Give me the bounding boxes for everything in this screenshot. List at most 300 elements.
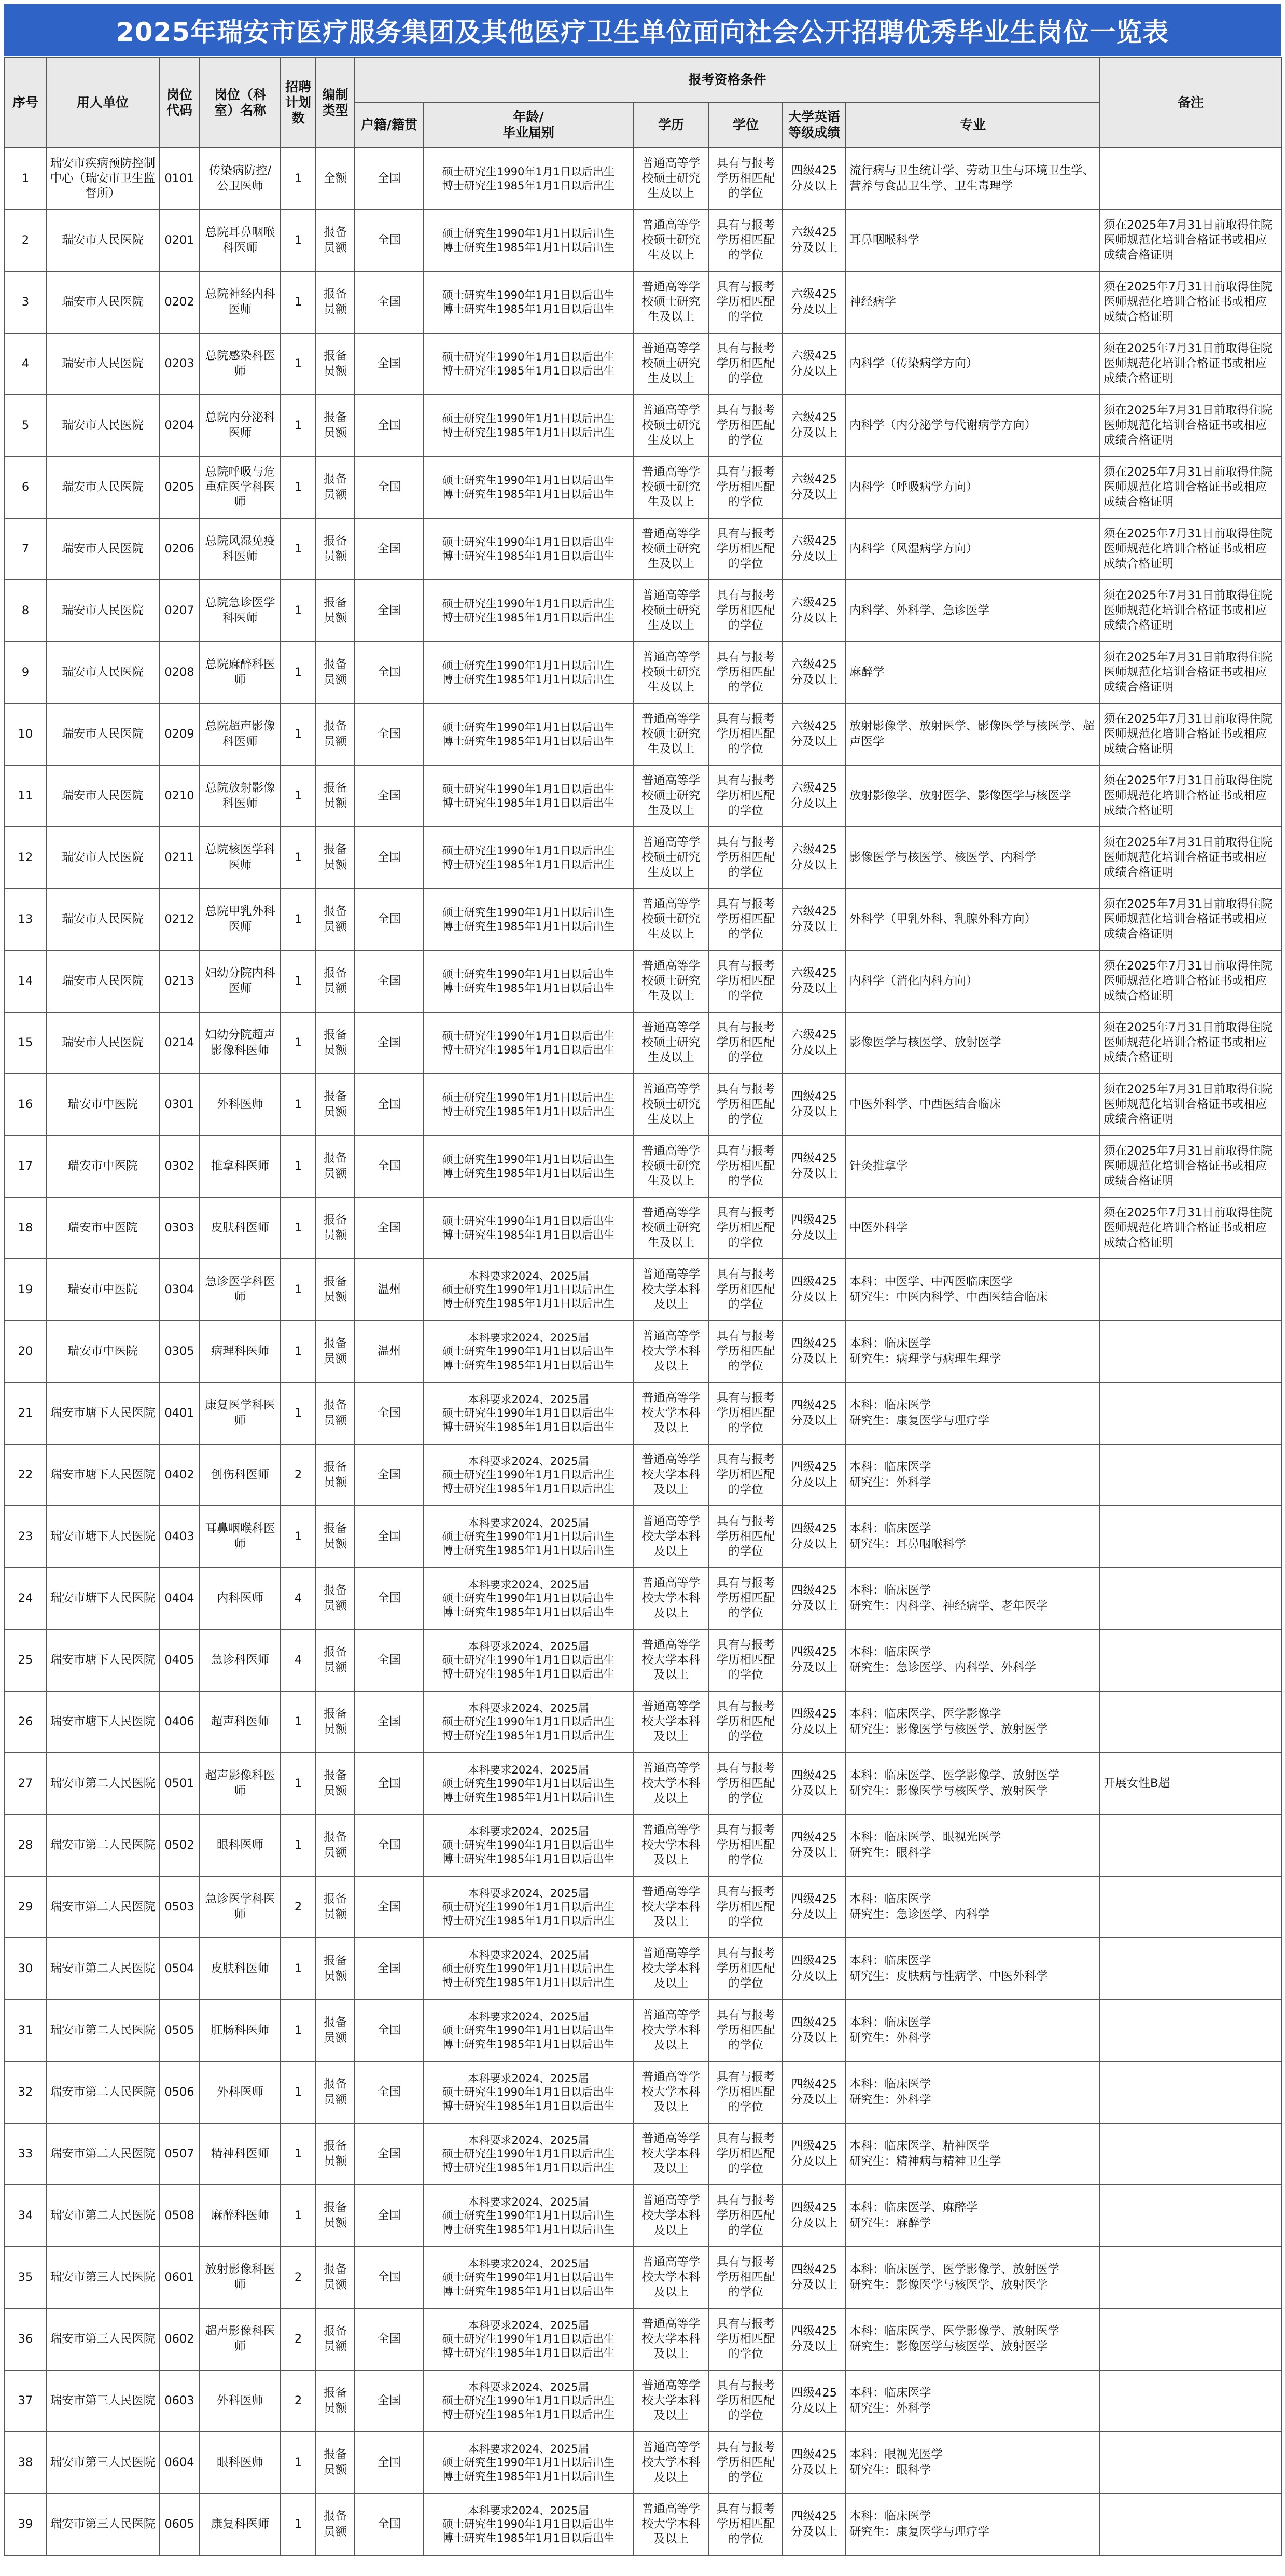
cell-major: 本科：临床医学、医学影像学、放射医学 研究生：影像医学与核医学、放射医学 [846,2308,1100,2370]
cell-major: 神经病学 [846,271,1100,333]
cell-major: 中医外科学、中西医结合临床 [846,1074,1100,1135]
cell-english: 四级425分及以上 [783,2308,846,2370]
cell-degree: 具有与报考学历相匹配的学位 [709,395,783,456]
cell-degree: 具有与报考学历相匹配的学位 [709,1012,783,1074]
cell-plan: 1 [281,1135,316,1197]
cell-major: 内科学（呼吸病学方向） [846,456,1100,518]
cell-seq: 37 [5,2370,46,2432]
cell-remark [1100,2247,1281,2308]
table-row [5,765,1281,827]
cell-english: 四级425分及以上 [783,2494,846,2555]
cell-remark [1100,1568,1281,1629]
cell-edu: 普通高等学校硕士研究生及以上 [633,271,709,333]
cell-plan: 2 [281,1444,316,1506]
cell-edu: 普通高等学校大学本科及以上 [633,1938,709,2000]
cell-major: 本科：临床医学 研究生：内科学、神经病学、老年医学 [846,1568,1100,1629]
header-type: 编制 类型 [316,58,355,148]
cell-major: 本科：临床医学、医学影像学、放射医学 研究生：影像医学与核医学、放射医学 [846,1753,1100,1815]
cell-huji: 全国 [355,2370,424,2432]
cell-age: 本科要求2024、2025届 硕士研究生1990年1月1日以后出生 博士研究生1985年1月1日以后出生 [424,2308,633,2370]
cell-degree: 具有与报考学历相匹配的学位 [709,1444,783,1506]
table-row [5,2000,1281,2061]
cell-age: 硕士研究生1990年1月1日以后出生 博士研究生1985年1月1日以后出生 [424,642,633,703]
cell-plan: 1 [281,1321,316,1382]
table-row [5,1753,1281,1815]
cell-unit: 瑞安市人民医院 [46,703,159,765]
cell-major: 内科学（传染病学方向） [846,333,1100,395]
cell-code: 0302 [159,1135,200,1197]
cell-remark [1100,2123,1281,2185]
cell-type: 报备员额 [316,333,355,395]
cell-huji: 温州 [355,1321,424,1382]
cell-english: 四级425分及以上 [783,1629,846,1691]
cell-remark: 须在2025年7月31日前取得住院医师规范化培训合格证书或相应成绩合格证明 [1100,1135,1281,1197]
table-row [5,950,1281,1012]
table-row [5,1135,1281,1197]
cell-english: 四级425分及以上 [783,2432,846,2494]
cell-seq: 12 [5,827,46,889]
cell-unit: 瑞安市人民医院 [46,642,159,703]
cell-degree: 具有与报考学历相匹配的学位 [709,889,783,950]
cell-age: 硕士研究生1990年1月1日以后出生 博士研究生1985年1月1日以后出生 [424,1012,633,1074]
cell-major: 耳鼻咽喉科学 [846,210,1100,271]
cell-english: 四级425分及以上 [783,1753,846,1815]
cell-english: 四级425分及以上 [783,1382,846,1444]
cell-age: 本科要求2024、2025届 硕士研究生1990年1月1日以后出生 博士研究生1985年1月1日以后出生 [424,1876,633,1938]
cell-unit: 瑞安市人民医院 [46,333,159,395]
cell-unit: 瑞安市中医院 [46,1259,159,1321]
cell-edu: 普通高等学校大学本科及以上 [633,1568,709,1629]
cell-seq: 1 [5,148,46,210]
recruitment-table [4,57,1282,2556]
cell-edu: 普通高等学校硕士研究生及以上 [633,1074,709,1135]
cell-remark [1100,2185,1281,2247]
cell-post: 精神科医师 [200,2123,281,2185]
cell-type: 报备员额 [316,2494,355,2555]
cell-edu: 普通高等学校大学本科及以上 [633,1259,709,1321]
cell-type: 报备员额 [316,1568,355,1629]
cell-english: 四级425分及以上 [783,1876,846,1938]
cell-plan: 1 [281,1815,316,1876]
table-row [5,1629,1281,1691]
cell-plan: 1 [281,1197,316,1259]
cell-type: 报备员额 [316,1691,355,1753]
cell-degree: 具有与报考学历相匹配的学位 [709,703,783,765]
cell-edu: 普通高等学校硕士研究生及以上 [633,148,709,210]
cell-code: 0604 [159,2432,200,2494]
cell-post: 外科医师 [200,1074,281,1135]
cell-degree: 具有与报考学历相匹配的学位 [709,642,783,703]
cell-code: 0508 [159,2185,200,2247]
cell-unit: 瑞安市人民医院 [46,827,159,889]
cell-edu: 普通高等学校硕士研究生及以上 [633,333,709,395]
cell-post: 病理科医师 [200,1321,281,1382]
cell-code: 0207 [159,580,200,642]
cell-type: 报备员额 [316,2185,355,2247]
cell-edu: 普通高等学校大学本科及以上 [633,1506,709,1568]
cell-huji: 全国 [355,518,424,580]
cell-major: 本科：临床医学、医学影像学、放射医学 研究生：影像医学与核医学、放射医学 [846,2247,1100,2308]
cell-huji: 全国 [355,456,424,518]
cell-major: 内科学（内分泌学与代谢病学方向） [846,395,1100,456]
table-row [5,2123,1281,2185]
cell-edu: 普通高等学校硕士研究生及以上 [633,827,709,889]
cell-plan: 1 [281,210,316,271]
cell-major: 流行病与卫生统计学、劳动卫生与环境卫生学、营养与食品卫生学、卫生毒理学 [846,148,1100,210]
cell-major: 中医外科学 [846,1197,1100,1259]
cell-post: 皮肤科医师 [200,1938,281,2000]
cell-plan: 1 [281,827,316,889]
cell-degree: 具有与报考学历相匹配的学位 [709,518,783,580]
cell-age: 硕士研究生1990年1月1日以后出生 博士研究生1985年1月1日以后出生 [424,950,633,1012]
cell-edu: 普通高等学校大学本科及以上 [633,2308,709,2370]
cell-code: 0601 [159,2247,200,2308]
cell-plan: 4 [281,1568,316,1629]
cell-degree: 具有与报考学历相匹配的学位 [709,950,783,1012]
table-row [5,148,1281,210]
cell-type: 报备员额 [316,1074,355,1135]
cell-plan: 1 [281,1691,316,1753]
cell-edu: 普通高等学校硕士研究生及以上 [633,889,709,950]
cell-post: 总院核医学科医师 [200,827,281,889]
cell-type: 报备员额 [316,1753,355,1815]
header-age: 年龄/ 毕业届别 [424,102,633,148]
cell-post: 急诊医学科医师 [200,1259,281,1321]
header-post: 岗位（科 室）名称 [200,58,281,148]
cell-english: 四级425分及以上 [783,1197,846,1259]
cell-seq: 24 [5,1568,46,1629]
cell-plan: 4 [281,1629,316,1691]
cell-seq: 28 [5,1815,46,1876]
table-row [5,1197,1281,1259]
cell-seq: 21 [5,1382,46,1444]
cell-age: 硕士研究生1990年1月1日以后出生 博士研究生1985年1月1日以后出生 [424,765,633,827]
cell-major: 本科：眼视光医学 研究生：眼科学 [846,2432,1100,2494]
table-row [5,1876,1281,1938]
cell-degree: 具有与报考学历相匹配的学位 [709,1691,783,1753]
cell-age: 硕士研究生1990年1月1日以后出生 博士研究生1985年1月1日以后出生 [424,827,633,889]
cell-post: 推拿科医师 [200,1135,281,1197]
cell-huji: 全国 [355,395,424,456]
cell-degree: 具有与报考学历相匹配的学位 [709,2432,783,2494]
table-row [5,210,1281,271]
cell-remark [1100,1444,1281,1506]
cell-seq: 32 [5,2061,46,2123]
cell-degree: 具有与报考学历相匹配的学位 [709,1876,783,1938]
header-english: 大学英语 等级成绩 [783,102,846,148]
cell-age: 本科要求2024、2025届 硕士研究生1990年1月1日以后出生 博士研究生1985年1月1日以后出生 [424,1753,633,1815]
cell-english: 四级425分及以上 [783,2123,846,2185]
cell-type: 报备员额 [316,271,355,333]
cell-code: 0304 [159,1259,200,1321]
cell-age: 硕士研究生1990年1月1日以后出生 博士研究生1985年1月1日以后出生 [424,148,633,210]
cell-remark: 须在2025年7月31日前取得住院医师规范化培训合格证书或相应成绩合格证明 [1100,1197,1281,1259]
cell-unit: 瑞安市人民医院 [46,456,159,518]
cell-edu: 普通高等学校大学本科及以上 [633,2185,709,2247]
cell-remark: 须在2025年7月31日前取得住院医师规范化培训合格证书或相应成绩合格证明 [1100,889,1281,950]
cell-degree: 具有与报考学历相匹配的学位 [709,1568,783,1629]
cell-code: 0208 [159,642,200,703]
cell-code: 0211 [159,827,200,889]
page-title: 2025年瑞安市医疗服务集团及其他医疗卫生单位面向社会公开招聘优秀毕业生岗位一览表 [4,4,1281,56]
cell-unit: 瑞安市塘下人民医院 [46,1382,159,1444]
cell-huji: 全国 [355,889,424,950]
cell-degree: 具有与报考学历相匹配的学位 [709,1197,783,1259]
cell-age: 硕士研究生1990年1月1日以后出生 博士研究生1985年1月1日以后出生 [424,703,633,765]
cell-edu: 普通高等学校大学本科及以上 [633,2432,709,2494]
cell-remark [1100,1815,1281,1876]
cell-code: 0507 [159,2123,200,2185]
cell-english: 四级425分及以上 [783,1568,846,1629]
table-row [5,642,1281,703]
cell-post: 传染病防控/公卫医师 [200,148,281,210]
cell-unit: 瑞安市塘下人民医院 [46,1629,159,1691]
cell-english: 四级425分及以上 [783,2370,846,2432]
cell-post: 急诊医学科医师 [200,1876,281,1938]
cell-degree: 具有与报考学历相匹配的学位 [709,2247,783,2308]
cell-english: 六级425分及以上 [783,703,846,765]
cell-age: 本科要求2024、2025届 硕士研究生1990年1月1日以后出生 博士研究生1985年1月1日以后出生 [424,2370,633,2432]
cell-type: 报备员额 [316,1321,355,1382]
cell-post: 总院耳鼻咽喉科医师 [200,210,281,271]
cell-english: 六级425分及以上 [783,827,846,889]
table-row [5,1506,1281,1568]
table-row [5,1074,1281,1135]
cell-code: 0603 [159,2370,200,2432]
cell-major: 本科：临床医学 研究生：急诊医学、内科学 [846,1876,1100,1938]
cell-seq: 2 [5,210,46,271]
cell-post: 妇幼分院内科医师 [200,950,281,1012]
cell-code: 0501 [159,1753,200,1815]
cell-plan: 1 [281,1938,316,2000]
cell-post: 总院急诊医学科医师 [200,580,281,642]
cell-degree: 具有与报考学历相匹配的学位 [709,2308,783,2370]
cell-edu: 普通高等学校大学本科及以上 [633,1876,709,1938]
cell-seq: 38 [5,2432,46,2494]
cell-post: 超声影像科医师 [200,1753,281,1815]
cell-major: 影像医学与核医学、核医学、内科学 [846,827,1100,889]
cell-post: 总院风湿免疫科医师 [200,518,281,580]
cell-code: 0301 [159,1074,200,1135]
table-row [5,1259,1281,1321]
cell-post: 创伤科医师 [200,1444,281,1506]
cell-type: 报备员额 [316,765,355,827]
cell-huji: 全国 [355,1691,424,1753]
cell-remark: 须在2025年7月31日前取得住院医师规范化培训合格证书或相应成绩合格证明 [1100,642,1281,703]
cell-plan: 1 [281,1259,316,1321]
cell-seq: 29 [5,1876,46,1938]
cell-code: 0210 [159,765,200,827]
cell-huji: 全国 [355,580,424,642]
cell-remark [1100,1876,1281,1938]
cell-unit: 瑞安市人民医院 [46,580,159,642]
header-seq: 序号 [5,58,46,148]
table-row [5,1815,1281,1876]
cell-unit: 瑞安市第三人民医院 [46,2494,159,2555]
cell-code: 0505 [159,2000,200,2061]
cell-age: 本科要求2024、2025届 硕士研究生1990年1月1日以后出生 博士研究生1985年1月1日以后出生 [424,2000,633,2061]
cell-english: 四级425分及以上 [783,1691,846,1753]
cell-post: 眼科医师 [200,2432,281,2494]
cell-huji: 全国 [355,1815,424,1876]
cell-unit: 瑞安市人民医院 [46,1012,159,1074]
cell-post: 眼科医师 [200,1815,281,1876]
cell-seq: 10 [5,703,46,765]
cell-seq: 15 [5,1012,46,1074]
cell-post: 急诊科医师 [200,1629,281,1691]
cell-age: 硕士研究生1990年1月1日以后出生 博士研究生1985年1月1日以后出生 [424,456,633,518]
table-row [5,1568,1281,1629]
cell-type: 报备员额 [316,1444,355,1506]
cell-age: 本科要求2024、2025届 硕士研究生1990年1月1日以后出生 博士研究生1985年1月1日以后出生 [424,1382,633,1444]
cell-code: 0404 [159,1568,200,1629]
cell-seq: 19 [5,1259,46,1321]
cell-age: 本科要求2024、2025届 硕士研究生1990年1月1日以后出生 博士研究生1985年1月1日以后出生 [424,2494,633,2555]
cell-seq: 27 [5,1753,46,1815]
cell-edu: 普通高等学校大学本科及以上 [633,1382,709,1444]
cell-type: 报备员额 [316,2308,355,2370]
table-row [5,703,1281,765]
cell-code: 0212 [159,889,200,950]
cell-english: 四级425分及以上 [783,2061,846,2123]
cell-plan: 1 [281,1074,316,1135]
cell-type: 报备员额 [316,2370,355,2432]
cell-code: 0303 [159,1197,200,1259]
cell-degree: 具有与报考学历相匹配的学位 [709,1938,783,2000]
cell-english: 四级425分及以上 [783,1506,846,1568]
cell-major: 本科：中医学、中西医临床医学 研究生：中医内科学、中西医结合临床 [846,1259,1100,1321]
cell-age: 本科要求2024、2025届 硕士研究生1990年1月1日以后出生 博士研究生1985年1月1日以后出生 [424,1321,633,1382]
cell-type: 报备员额 [316,889,355,950]
cell-post: 外科医师 [200,2370,281,2432]
cell-unit: 瑞安市第二人民医院 [46,2061,159,2123]
cell-english: 六级425分及以上 [783,889,846,950]
cell-unit: 瑞安市第二人民医院 [46,1815,159,1876]
cell-type: 报备员额 [316,1815,355,1876]
cell-remark [1100,2061,1281,2123]
cell-edu: 普通高等学校大学本科及以上 [633,2000,709,2061]
cell-type: 报备员额 [316,210,355,271]
cell-major: 本科：临床医学 研究生：急诊医学、内科学、外科学 [846,1629,1100,1691]
cell-degree: 具有与报考学历相匹配的学位 [709,1753,783,1815]
cell-type: 报备员额 [316,395,355,456]
cell-degree: 具有与报考学历相匹配的学位 [709,333,783,395]
cell-major: 本科：临床医学、精神医学 研究生：精神病与精神卫生学 [846,2123,1100,2185]
cell-type: 报备员额 [316,1135,355,1197]
cell-unit: 瑞安市疾病预防控制中心（瑞安市卫生监督所） [46,148,159,210]
cell-remark [1100,1938,1281,2000]
cell-major: 本科：临床医学 研究生：外科学 [846,1444,1100,1506]
cell-huji: 全国 [355,2308,424,2370]
cell-code: 0201 [159,210,200,271]
cell-plan: 1 [281,1753,316,1815]
cell-seq: 11 [5,765,46,827]
table-row [5,2370,1281,2432]
cell-plan: 1 [281,395,316,456]
cell-age: 硕士研究生1990年1月1日以后出生 博士研究生1985年1月1日以后出生 [424,889,633,950]
cell-unit: 瑞安市中医院 [46,1074,159,1135]
cell-major: 本科：临床医学 研究生：康复医学与理疗学 [846,1382,1100,1444]
cell-huji: 全国 [355,1938,424,2000]
cell-plan: 1 [281,1382,316,1444]
table-row [5,2185,1281,2247]
cell-type: 报备员额 [316,456,355,518]
cell-english: 四级425分及以上 [783,2000,846,2061]
cell-english: 四级425分及以上 [783,1444,846,1506]
cell-seq: 18 [5,1197,46,1259]
cell-age: 本科要求2024、2025届 硕士研究生1990年1月1日以后出生 博士研究生1985年1月1日以后出生 [424,1259,633,1321]
cell-unit: 瑞安市第三人民医院 [46,2432,159,2494]
cell-huji: 全国 [355,2247,424,2308]
cell-plan: 1 [281,271,316,333]
cell-huji: 全国 [355,2494,424,2555]
cell-age: 硕士研究生1990年1月1日以后出生 博士研究生1985年1月1日以后出生 [424,518,633,580]
cell-age: 本科要求2024、2025届 硕士研究生1990年1月1日以后出生 博士研究生1985年1月1日以后出生 [424,1444,633,1506]
cell-edu: 普通高等学校大学本科及以上 [633,1321,709,1382]
cell-major: 本科：临床医学 研究生：康复医学与理疗学 [846,2494,1100,2555]
cell-plan: 2 [281,1876,316,1938]
cell-edu: 普通高等学校硕士研究生及以上 [633,1135,709,1197]
cell-unit: 瑞安市塘下人民医院 [46,1691,159,1753]
cell-edu: 普通高等学校大学本科及以上 [633,1691,709,1753]
cell-major: 放射影像学、放射医学、影像医学与核医学、超声医学 [846,703,1100,765]
cell-post: 放射影像科医师 [200,2247,281,2308]
table-row [5,456,1281,518]
header-major: 专业 [846,102,1100,148]
cell-type: 报备员额 [316,1197,355,1259]
cell-age: 本科要求2024、2025届 硕士研究生1990年1月1日以后出生 博士研究生1985年1月1日以后出生 [424,1629,633,1691]
cell-plan: 1 [281,2000,316,2061]
cell-age: 本科要求2024、2025届 硕士研究生1990年1月1日以后出生 博士研究生1985年1月1日以后出生 [424,2247,633,2308]
cell-huji: 全国 [355,1568,424,1629]
cell-degree: 具有与报考学历相匹配的学位 [709,2000,783,2061]
cell-english: 六级425分及以上 [783,765,846,827]
cell-seq: 16 [5,1074,46,1135]
cell-code: 0209 [159,703,200,765]
cell-edu: 普通高等学校大学本科及以上 [633,2247,709,2308]
cell-unit: 瑞安市第三人民医院 [46,2308,159,2370]
cell-seq: 25 [5,1629,46,1691]
cell-unit: 瑞安市第三人民医院 [46,2370,159,2432]
cell-english: 六级425分及以上 [783,271,846,333]
cell-plan: 1 [281,333,316,395]
cell-degree: 具有与报考学历相匹配的学位 [709,271,783,333]
cell-post: 耳鼻咽喉科医师 [200,1506,281,1568]
cell-remark: 须在2025年7月31日前取得住院医师规范化培训合格证书或相应成绩合格证明 [1100,827,1281,889]
cell-unit: 瑞安市中医院 [46,1197,159,1259]
cell-edu: 普通高等学校硕士研究生及以上 [633,950,709,1012]
cell-post: 总院放射影像科医师 [200,765,281,827]
header-code: 岗位 代码 [159,58,200,148]
cell-remark [1100,1506,1281,1568]
cell-post: 总院甲乳外科医师 [200,889,281,950]
cell-plan: 1 [281,580,316,642]
cell-post: 康复医学科医师 [200,1382,281,1444]
cell-seq: 8 [5,580,46,642]
table-body [5,148,1281,2555]
cell-edu: 普通高等学校大学本科及以上 [633,1444,709,1506]
cell-code: 0401 [159,1382,200,1444]
cell-huji: 全国 [355,2432,424,2494]
table-row [5,2308,1281,2370]
cell-type: 报备员额 [316,642,355,703]
cell-age: 硕士研究生1990年1月1日以后出生 博士研究生1985年1月1日以后出生 [424,1135,633,1197]
cell-age: 硕士研究生1990年1月1日以后出生 博士研究生1985年1月1日以后出生 [424,395,633,456]
cell-major: 内科学（风湿病学方向） [846,518,1100,580]
cell-type: 报备员额 [316,2123,355,2185]
cell-plan: 1 [281,2185,316,2247]
cell-code: 0203 [159,333,200,395]
